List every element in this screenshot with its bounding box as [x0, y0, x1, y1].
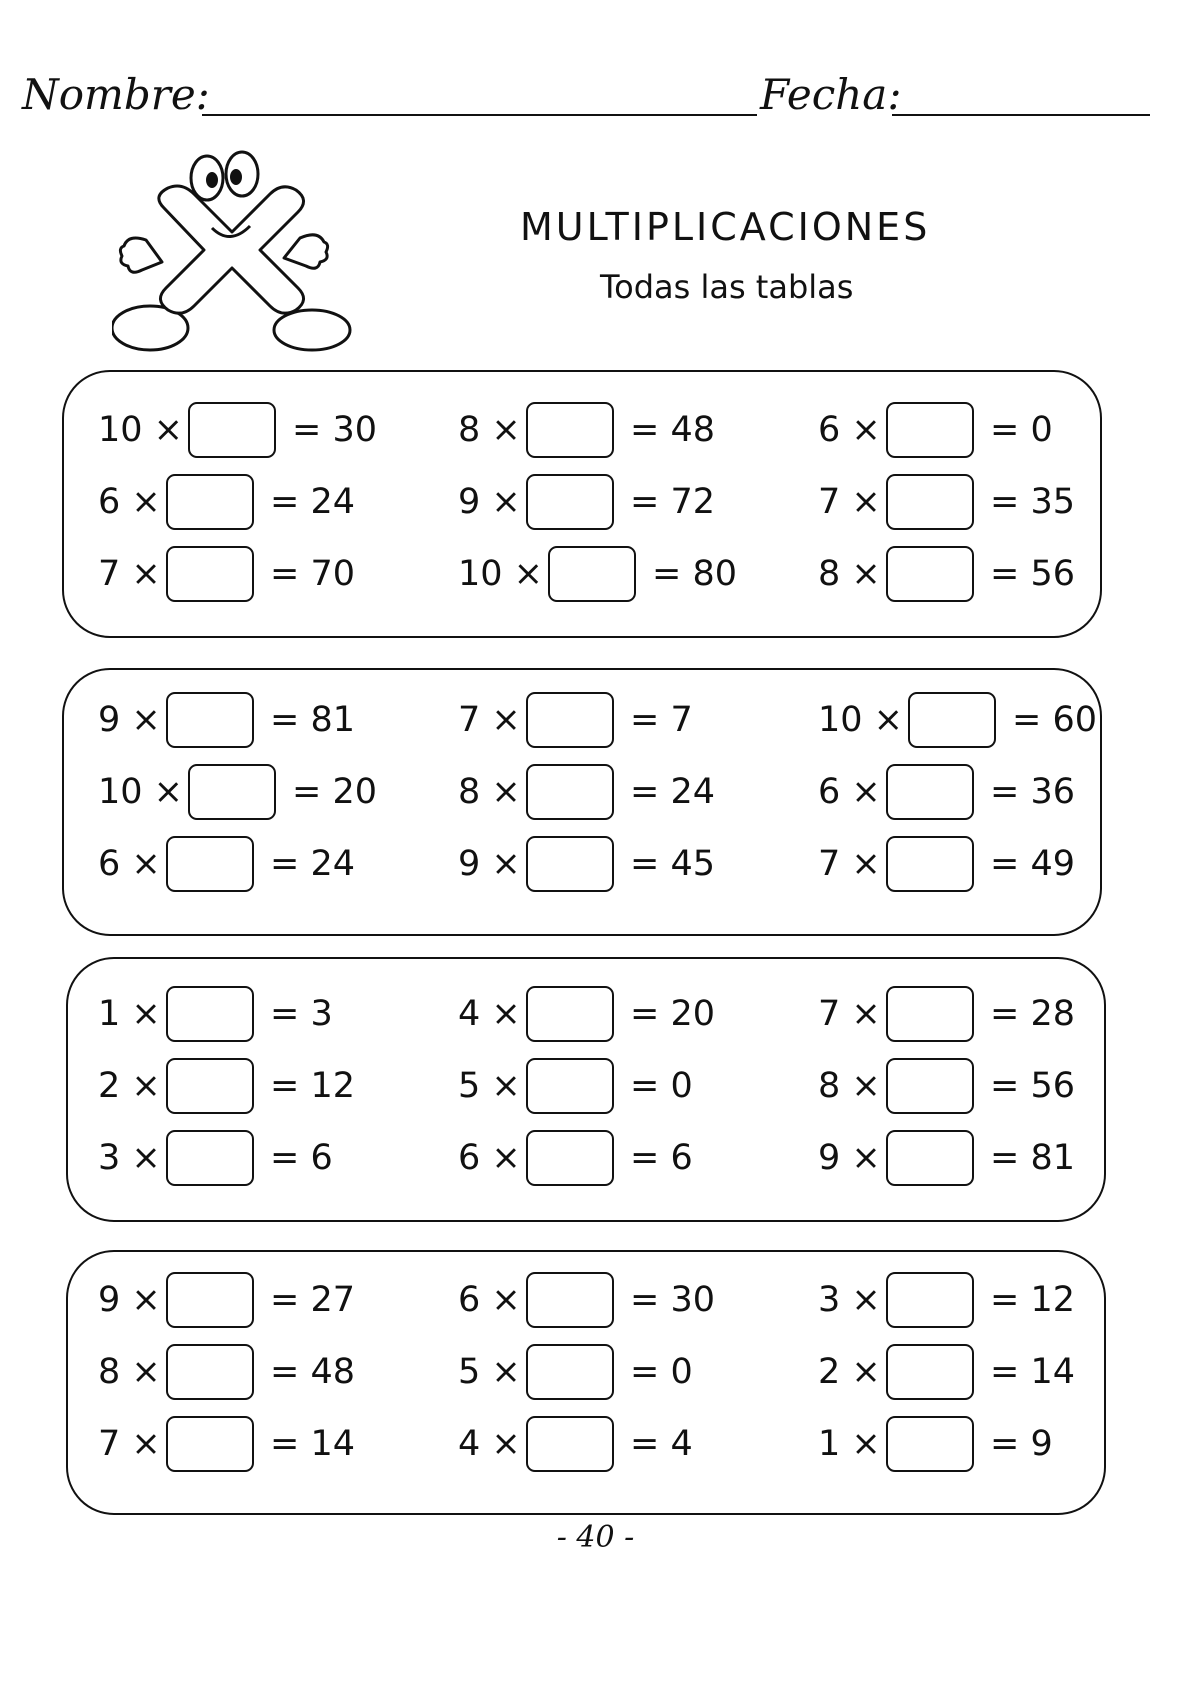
answer-box[interactable] [886, 546, 974, 602]
problem-factor: 7 × [818, 844, 881, 884]
problem-factor: 8 × [458, 772, 521, 812]
problem-factor: 1 × [98, 994, 161, 1034]
answer-box[interactable] [166, 986, 254, 1042]
answer-box[interactable] [886, 1130, 974, 1186]
problem-result: = 12 [990, 1280, 1075, 1320]
answer-box[interactable] [166, 1416, 254, 1472]
problem-factor: 8 × [458, 410, 521, 450]
problem-factor: 10 × [458, 554, 543, 594]
problem-factor: 5 × [458, 1352, 521, 1392]
name-label: Nombre: [22, 70, 210, 119]
problem-result: = 80 [652, 554, 737, 594]
problem-factor: 1 × [818, 1424, 881, 1464]
problem-result: = 36 [990, 772, 1075, 812]
problem-factor: 9 × [98, 1280, 161, 1320]
problem-result: = 49 [990, 844, 1075, 884]
problem-factor: 8 × [818, 554, 881, 594]
problem-result: = 14 [270, 1424, 355, 1464]
problem-factor: 4 × [458, 994, 521, 1034]
problem-factor: 2 × [98, 1066, 161, 1106]
problem-result: = 20 [630, 994, 715, 1034]
problem-factor: 9 × [98, 700, 161, 740]
problem-result: = 24 [270, 844, 355, 884]
problem-factor: 7 × [818, 994, 881, 1034]
problem-result: = 3 [270, 994, 333, 1034]
answer-box[interactable] [548, 546, 636, 602]
problem-result: = 24 [270, 482, 355, 522]
problem-factor: 6 × [818, 410, 881, 450]
problem-result: = 30 [630, 1280, 715, 1320]
problem-result: = 48 [630, 410, 715, 450]
answer-box[interactable] [526, 1272, 614, 1328]
problem-factor: 5 × [458, 1066, 521, 1106]
answer-box[interactable] [166, 546, 254, 602]
answer-box[interactable] [526, 474, 614, 530]
problem-factor: 9 × [458, 844, 521, 884]
problem-factor: 9 × [458, 482, 521, 522]
problem-factor: 10 × [98, 772, 183, 812]
answer-box[interactable] [886, 836, 974, 892]
problem-factor: 8 × [98, 1352, 161, 1392]
answer-box[interactable] [526, 1130, 614, 1186]
problem-factor: 6 × [818, 772, 881, 812]
answer-box[interactable] [526, 1344, 614, 1400]
problem-factor: 6 × [458, 1138, 521, 1178]
answer-box[interactable] [526, 1058, 614, 1114]
problem-result: = 6 [270, 1138, 333, 1178]
answer-box[interactable] [166, 1344, 254, 1400]
answer-box[interactable] [886, 986, 974, 1042]
problem-result: = 12 [270, 1066, 355, 1106]
answer-box[interactable] [166, 836, 254, 892]
problem-result: = 20 [292, 772, 377, 812]
answer-box[interactable] [886, 764, 974, 820]
answer-box[interactable] [526, 764, 614, 820]
problem-result: = 0 [990, 410, 1053, 450]
problem-result: = 56 [990, 1066, 1075, 1106]
answer-box[interactable] [166, 1272, 254, 1328]
page-number: - 40 - [556, 1520, 635, 1555]
problem-result: = 45 [630, 844, 715, 884]
problem-result: = 6 [630, 1138, 693, 1178]
answer-box[interactable] [166, 692, 254, 748]
header-row [22, 70, 1152, 120]
problem-factor: 9 × [818, 1138, 881, 1178]
problem-result: = 81 [990, 1138, 1075, 1178]
date-label: Fecha: [760, 70, 902, 119]
answer-box[interactable] [166, 1058, 254, 1114]
answer-box[interactable] [188, 402, 276, 458]
problem-factor: 6 × [98, 844, 161, 884]
answer-box[interactable] [166, 1130, 254, 1186]
problem-result: = 30 [292, 410, 377, 450]
worksheet-subtitle: Todas las tablas [600, 268, 854, 306]
problem-result: = 72 [630, 482, 715, 522]
date-answer-line[interactable] [892, 114, 1150, 116]
problem-factor: 6 × [98, 482, 161, 522]
problem-result: = 24 [630, 772, 715, 812]
answer-box[interactable] [886, 1416, 974, 1472]
worksheet-title: MULTIPLICACIONES [520, 205, 931, 249]
answer-box[interactable] [886, 1058, 974, 1114]
problem-result: = 0 [630, 1352, 693, 1392]
problem-factor: 7 × [98, 554, 161, 594]
name-answer-line[interactable] [202, 114, 757, 116]
answer-box[interactable] [886, 474, 974, 530]
problem-result: = 56 [990, 554, 1075, 594]
problem-result: = 27 [270, 1280, 355, 1320]
problem-result: = 70 [270, 554, 355, 594]
problem-result: = 7 [630, 700, 693, 740]
answer-box[interactable] [908, 692, 996, 748]
answer-box[interactable] [886, 402, 974, 458]
answer-box[interactable] [886, 1344, 974, 1400]
problem-result: = 4 [630, 1424, 693, 1464]
answer-box[interactable] [886, 1272, 974, 1328]
problem-factor: 10 × [818, 700, 903, 740]
problem-factor: 7 × [98, 1424, 161, 1464]
problem-factor: 2 × [818, 1352, 881, 1392]
problem-result: = 28 [990, 994, 1075, 1034]
problem-factor: 8 × [818, 1066, 881, 1106]
answer-box[interactable] [188, 764, 276, 820]
answer-box[interactable] [526, 986, 614, 1042]
problem-result: = 35 [990, 482, 1075, 522]
problem-factor: 7 × [818, 482, 881, 522]
answer-box[interactable] [526, 1416, 614, 1472]
problem-factor: 3 × [98, 1138, 161, 1178]
problem-result: = 60 [1012, 700, 1097, 740]
problem-factor: 6 × [458, 1280, 521, 1320]
problem-factor: 4 × [458, 1424, 521, 1464]
problem-result: = 14 [990, 1352, 1075, 1392]
answer-box[interactable] [526, 692, 614, 748]
problem-factor: 3 × [818, 1280, 881, 1320]
problem-factor: 10 × [98, 410, 183, 450]
answer-box[interactable] [526, 402, 614, 458]
problem-result: = 81 [270, 700, 355, 740]
problem-result: = 48 [270, 1352, 355, 1392]
multiplication-mascot-icon [112, 150, 352, 375]
problem-result: = 0 [630, 1066, 693, 1106]
answer-box[interactable] [166, 474, 254, 530]
problem-factor: 7 × [458, 700, 521, 740]
problem-result: = 9 [990, 1424, 1053, 1464]
answer-box[interactable] [526, 836, 614, 892]
